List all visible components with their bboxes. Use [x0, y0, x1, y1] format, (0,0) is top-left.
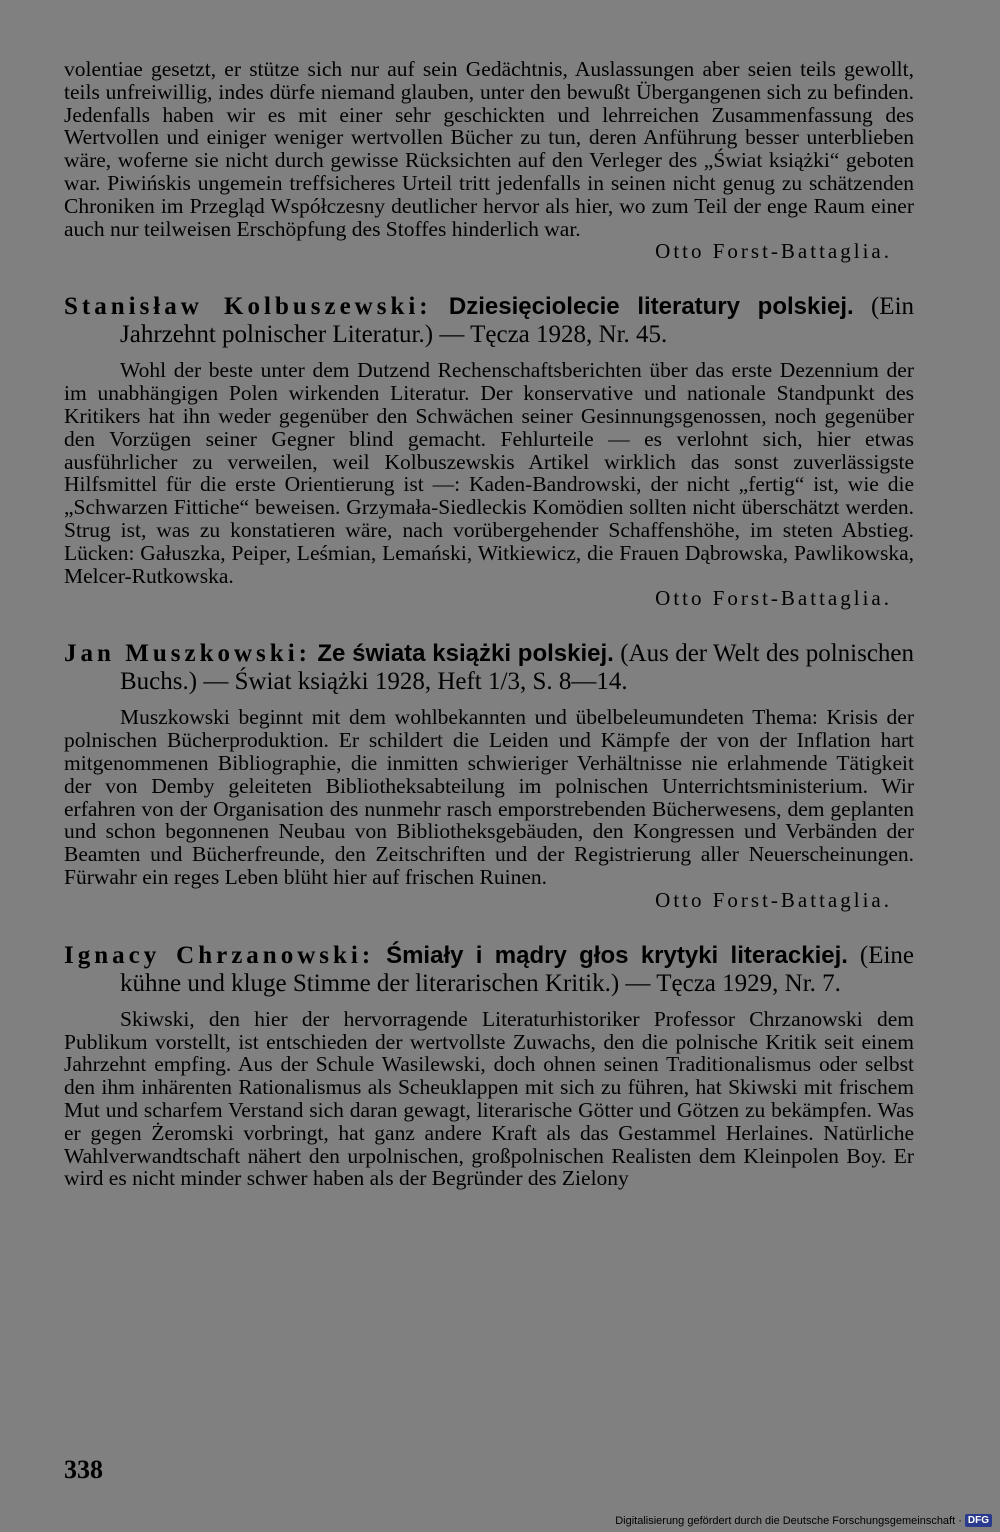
- entry-title: Ze świata książki polskiej.: [317, 640, 614, 668]
- entry-citation: (Eine kühne und kluge Stimme der literarischen Kritik.) — Tęcza 1929, Nr. 7.: [120, 941, 915, 997]
- entry-body: Wohl der beste unter dem Dutzend Rechenschaftsberichten über das erste Dezennium der im unabhängigen Polen wirkenden Literatur. Der konservative und nationale Standpunkt des Kritikers hat ihn weder gegenüber den Schwächen seiner Gesinnungsgenossen, noch gegenüber den Vorzügen seiner Gegner blind gemacht. Fehlurteile — es verlohnt sich, hier etwas ausführlicher zu verweilen, weil Kolbuszewskis Artikel wirklich das sonst zuverlässigste Hilfsmittel für die erste Orientierung ist —: Kaden-Bandrowski, der nicht „fertig“ ist, wie die „Schwarzen Fittiche“ beweisen. Grzymała-Siedleckis Komödien sollten nicht überschätzt werden. Strug ist, was zu konstatieren wäre, nach vorübergehender Schaffenshöhe, im steten Abstieg. Lücken: Gałuszka, Peiper, Leśmian, Lemański, Witkiewicz, die Frauen Dąbrowska, Pawlikowska, Melcer-Rutkowska.: [64, 358, 914, 588]
- entry-heading: [64, 640, 914, 696]
- digitization-footer: [615, 1514, 992, 1527]
- entry-signature: Otto Forst-Battaglia.: [655, 586, 892, 611]
- page-body: [64, 58, 914, 1190]
- intro-paragraph: volentiae gesetzt, er stütze sich nur auf sein Gedächtnis, Auslassungen aber seien teils gewollt, teils unfreiwillig, indes dürfe niemand glauben, unter den bewußt Übergangenen sich zu befinden. Jedenfalls haben wir es mit einer sehr geschickten und lehrreichen Zusammenfassung des Wertvollen und einiger weniger wertvollen Bücher zu tun, deren Anführung besser unterblieben wäre, woferne sie nicht durch gewisse Rücksichten auf den Verleger des „Świat książki“ geboten war. Piwińskis ungemein treffsicheres Urteil tritt jedenfalls in seinen nicht genug zu schätzenden Chroniken im Przegląd Współczesny deutlicher hervor als hier, wo zum Teil der enge Raum einer auch nur teilweisen Erschöpfung des Stoffes hinderlich war.: [64, 57, 914, 241]
- entry-citation: (Aus der Welt des polnischen Buchs.) — Świat książki 1928, Heft 1/3, S. 8—14.: [120, 640, 915, 696]
- review-entry-3: [64, 942, 914, 1190]
- intro-signature: Otto Forst-Battaglia.: [655, 239, 892, 264]
- entry-author: Stanisław Kolbuszewski:: [64, 293, 432, 321]
- entry-heading: [64, 942, 914, 998]
- footer-text: Digitalisierung gefördert durch die Deutsche Forschungsgemeinschaft ·: [615, 1514, 962, 1527]
- entry-title: Dziesięciolecie literatury polskiej.: [448, 293, 854, 321]
- entry-signature: Otto Forst-Battaglia.: [655, 887, 892, 912]
- dfg-logo-icon: DFG: [965, 1514, 992, 1527]
- review-entry-1: [64, 293, 914, 610]
- entry-title: Śmiały i mądry głos krytyki literackiej.: [386, 941, 848, 969]
- entry-body: Muszkowski beginnt mit dem wohlbekannten und übelbeleumundeten Thema: Krisis der polnischen Bücherproduktion. Er schildert die Leiden und Kämpfe der von der Inflation hart mitgenommenen Bibliographie, die inmitten schwieriger Verhältnisse nie erlahmende Tätigkeit der von Demby geleiteten Bibliotheksabteilung im polnischen Unterrichtsministerium. Wir erfahren von der Organisation des nunmehr rasch emporstrebenden Bücherwesens, dem geplanten und schon begonnenen Neubau von Bibliotheksgebäuden, den Kongressen und Verbänden der Beamten und Bücherfreunde, den Zeitschriften und der Registrierung aller Neuerscheinungen. Fürwahr ein reges Leben blüht hier auf frischen Ruinen.: [64, 705, 914, 889]
- review-entry-2: [64, 640, 914, 911]
- entry-body: Skiwski, den hier der hervorragende Literaturhistoriker Professor Chrzanowski dem Publikum vorstellt, ist entschieden der wertvollste Zuwachs, den die polnische Kritik seit einem Jahrzehnt empfing. Aus der Schule Wasilewski, doch ohnen seinen Traditionalismus oder selbst den ihm inhärenten Rationalismus als Scheuklappen mit sich zu führen, hat Skiwski mit frischem Mut und scharfem Verstand sich daran gewagt, literarische Götter und Götzen zu bekämpfen. Was er gegen Żeromski vorbringt, hat ganz andere Kraft als das Gestammel Herlaines. Natürliche Wahlverwandtschaft nähert den urpolnischen, großpolnischen Realisten dem Kleinpolen Boy. Er wird es nicht minder schwer haben als der Begründer des Zielony: [64, 1006, 914, 1191]
- entry-heading: [64, 293, 914, 349]
- entry-citation: (Ein Jahrzehnt polnischer Literatur.) — Tęcza 1928, Nr. 45.: [120, 293, 915, 349]
- entry-author: Ignacy Chrzanowski:: [64, 941, 375, 969]
- page-number: 338: [64, 1455, 103, 1484]
- entry-author: Jan Muszkowski:: [64, 640, 311, 668]
